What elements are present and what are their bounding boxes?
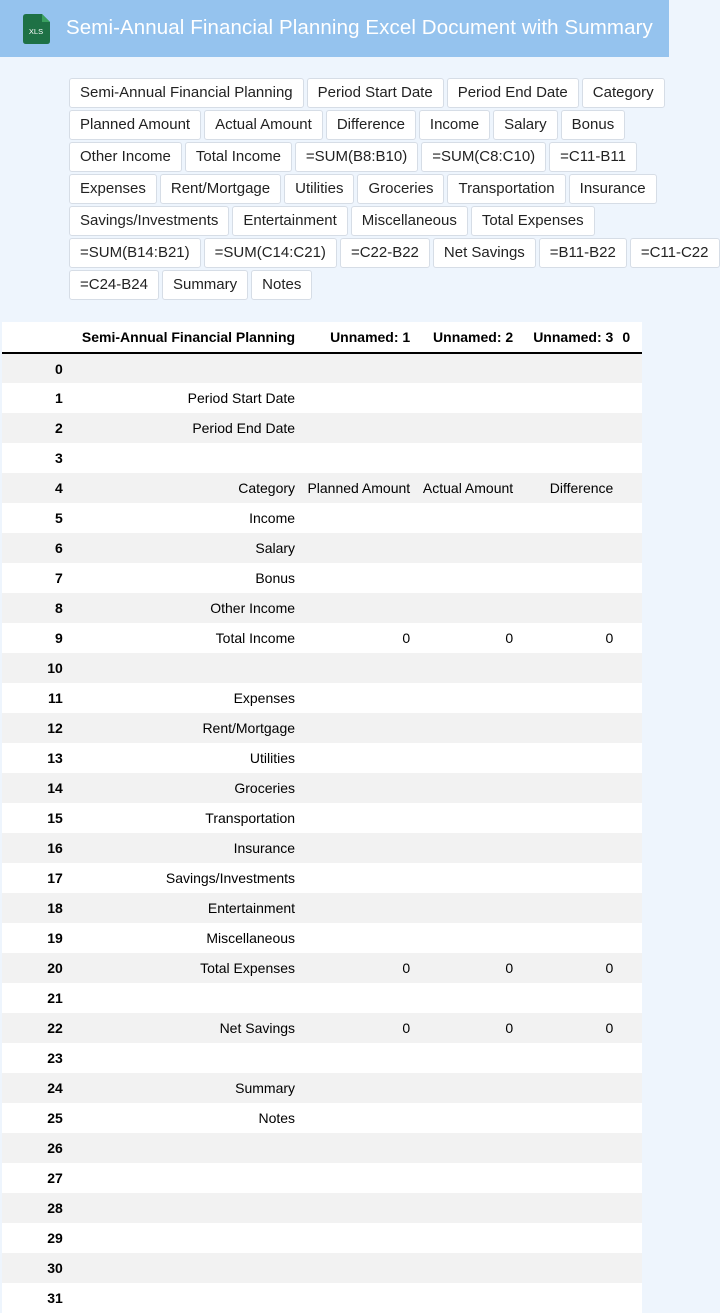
table-row bbox=[2, 1043, 642, 1073]
document-header bbox=[0, 0, 669, 57]
table-cell[interactable] bbox=[517, 1103, 617, 1133]
cell-chip[interactable]: Other Income bbox=[69, 142, 182, 172]
table-row bbox=[2, 653, 642, 683]
table-cell[interactable] bbox=[67, 353, 300, 383]
table-cell[interactable] bbox=[414, 1283, 517, 1313]
cell-chip[interactable]: =SUM(B14:B21) bbox=[69, 238, 201, 268]
row-index: 26 bbox=[2, 1133, 67, 1163]
cell-chip[interactable]: =SUM(B8:B10) bbox=[295, 142, 418, 172]
table-row bbox=[2, 1283, 642, 1313]
table-cell[interactable] bbox=[67, 983, 300, 1013]
table-cell[interactable] bbox=[300, 383, 414, 413]
table-row bbox=[2, 413, 642, 443]
row-index: 22 bbox=[2, 1013, 67, 1043]
cell-chip[interactable]: Actual Amount bbox=[204, 110, 323, 140]
table-cell[interactable] bbox=[300, 1193, 414, 1223]
table-cell[interactable] bbox=[517, 983, 617, 1013]
table-cell[interactable] bbox=[414, 833, 517, 863]
table-cell[interactable] bbox=[517, 1163, 617, 1193]
row-index: 29 bbox=[2, 1223, 67, 1253]
table-row bbox=[2, 443, 642, 473]
table-cell[interactable]: Total Expenses bbox=[67, 953, 300, 983]
table-cell[interactable]: Miscellaneous bbox=[67, 923, 300, 953]
cell-chip[interactable]: Income bbox=[419, 110, 490, 140]
table-cell[interactable] bbox=[517, 1193, 617, 1223]
table-cell[interactable] bbox=[300, 833, 414, 863]
table-cell[interactable] bbox=[414, 1253, 517, 1283]
cell-chip[interactable]: =C22-B22 bbox=[340, 238, 430, 268]
table-cell[interactable]: Insurance bbox=[67, 833, 300, 863]
table-cell[interactable] bbox=[617, 923, 642, 953]
row-index: 13 bbox=[2, 743, 67, 773]
row-index: 31 bbox=[2, 1283, 67, 1313]
table-cell[interactable]: Rent/Mortgage bbox=[67, 713, 300, 743]
table-cell[interactable] bbox=[300, 1103, 414, 1133]
table-cell[interactable]: Savings/Investments bbox=[67, 863, 300, 893]
table-cell[interactable] bbox=[300, 413, 414, 443]
table-cell[interactable]: 0 bbox=[300, 1013, 414, 1043]
cell-chip[interactable]: Planned Amount bbox=[69, 110, 201, 140]
table-cell[interactable] bbox=[414, 1193, 517, 1223]
chip-row bbox=[69, 174, 702, 206]
table-cell[interactable]: Summary bbox=[67, 1073, 300, 1103]
table-row bbox=[2, 1223, 642, 1253]
table-cell[interactable] bbox=[617, 1283, 642, 1313]
table-cell[interactable] bbox=[300, 983, 414, 1013]
row-index: 5 bbox=[2, 503, 67, 533]
table-cell[interactable] bbox=[517, 533, 617, 563]
row-index: 19 bbox=[2, 923, 67, 953]
table-cell[interactable] bbox=[517, 503, 617, 533]
table-cell[interactable]: 0 bbox=[517, 953, 617, 983]
table-cell[interactable] bbox=[517, 1133, 617, 1163]
cell-chip[interactable]: =SUM(C8:C10) bbox=[421, 142, 546, 172]
table-cell[interactable] bbox=[617, 833, 642, 863]
table-cell[interactable] bbox=[300, 503, 414, 533]
table-cell[interactable] bbox=[300, 1133, 414, 1163]
table-cell[interactable] bbox=[617, 1253, 642, 1283]
table-cell[interactable] bbox=[414, 563, 517, 593]
table-row bbox=[2, 1193, 642, 1223]
table-cell[interactable] bbox=[300, 773, 414, 803]
table-cell[interactable] bbox=[414, 1223, 517, 1253]
table-cell[interactable] bbox=[517, 383, 617, 413]
table-cell[interactable] bbox=[414, 773, 517, 803]
cell-chip[interactable]: Miscellaneous bbox=[351, 206, 468, 236]
table-row bbox=[2, 713, 642, 743]
table-cell[interactable] bbox=[414, 533, 517, 563]
row-index: 14 bbox=[2, 773, 67, 803]
table-row bbox=[2, 743, 642, 773]
row-index: 11 bbox=[2, 683, 67, 713]
table-cell[interactable] bbox=[617, 773, 642, 803]
table-cell[interactable] bbox=[517, 653, 617, 683]
table-cell[interactable] bbox=[617, 383, 642, 413]
row-index: 8 bbox=[2, 593, 67, 623]
row-index: 24 bbox=[2, 1073, 67, 1103]
cell-chip[interactable]: Total Income bbox=[185, 142, 292, 172]
table-cell[interactable] bbox=[67, 443, 300, 473]
table-cell[interactable]: 0 bbox=[517, 1013, 617, 1043]
table-cell[interactable] bbox=[414, 683, 517, 713]
table-cell[interactable] bbox=[617, 563, 642, 593]
table-cell[interactable] bbox=[414, 863, 517, 893]
table-cell[interactable]: 0 bbox=[517, 623, 617, 653]
cell-chip[interactable]: Net Savings bbox=[433, 238, 536, 268]
table-cell[interactable] bbox=[517, 1253, 617, 1283]
table-cell[interactable] bbox=[300, 653, 414, 683]
cell-chip[interactable]: Expenses bbox=[69, 174, 157, 204]
table-cell[interactable] bbox=[300, 563, 414, 593]
table-cell[interactable] bbox=[617, 653, 642, 683]
table-cell[interactable] bbox=[517, 1283, 617, 1313]
cell-chip[interactable]: Semi-Annual Financial Planning bbox=[69, 78, 304, 108]
row-index: 2 bbox=[2, 413, 67, 443]
table-row bbox=[2, 533, 642, 563]
table-cell[interactable] bbox=[414, 653, 517, 683]
table-cell[interactable] bbox=[414, 503, 517, 533]
row-index: 17 bbox=[2, 863, 67, 893]
table-cell[interactable] bbox=[414, 803, 517, 833]
table-cell[interactable] bbox=[617, 443, 642, 473]
table-cell[interactable] bbox=[300, 353, 414, 383]
table-cell[interactable] bbox=[517, 683, 617, 713]
table-cell[interactable] bbox=[67, 1043, 300, 1073]
table-cell[interactable] bbox=[300, 593, 414, 623]
cell-chip[interactable]: Notes bbox=[251, 270, 312, 300]
table-cell[interactable] bbox=[617, 1103, 642, 1133]
table-cell[interactable] bbox=[517, 833, 617, 863]
cell-chip[interactable]: Groceries bbox=[357, 174, 444, 204]
table-cell[interactable] bbox=[517, 863, 617, 893]
table-cell[interactable] bbox=[517, 773, 617, 803]
table-cell[interactable]: Notes bbox=[67, 1103, 300, 1133]
row-index: 28 bbox=[2, 1193, 67, 1223]
table-cell[interactable] bbox=[517, 743, 617, 773]
table-cell[interactable] bbox=[617, 593, 642, 623]
table-cell[interactable]: 0 bbox=[300, 623, 414, 653]
table-cell[interactable] bbox=[617, 1043, 642, 1073]
cell-chip[interactable]: Entertainment bbox=[232, 206, 347, 236]
table-cell[interactable] bbox=[67, 653, 300, 683]
table-cell[interactable] bbox=[517, 893, 617, 923]
table-cell[interactable] bbox=[300, 443, 414, 473]
table-cell[interactable] bbox=[617, 1133, 642, 1163]
row-index: 18 bbox=[2, 893, 67, 923]
table-cell[interactable] bbox=[617, 1193, 642, 1223]
table-row bbox=[2, 923, 642, 953]
row-index: 21 bbox=[2, 983, 67, 1013]
table-cell[interactable]: 0 bbox=[414, 623, 517, 653]
table-cell[interactable] bbox=[67, 1253, 300, 1283]
table-cell[interactable] bbox=[300, 1223, 414, 1253]
table-cell[interactable]: 0 bbox=[414, 1013, 517, 1043]
table-cell[interactable]: Other Income bbox=[67, 593, 300, 623]
table-cell[interactable] bbox=[517, 923, 617, 953]
table-cell[interactable] bbox=[617, 983, 642, 1013]
table-cell[interactable] bbox=[300, 1043, 414, 1073]
table-cell[interactable]: Net Savings bbox=[67, 1013, 300, 1043]
table-cell[interactable] bbox=[414, 353, 517, 383]
cell-chip[interactable]: Savings/Investments bbox=[69, 206, 229, 236]
table-cell[interactable] bbox=[414, 383, 517, 413]
row-index: 7 bbox=[2, 563, 67, 593]
table-cell[interactable] bbox=[617, 473, 642, 503]
column-header[interactable]: 0 bbox=[617, 322, 642, 353]
table-cell[interactable] bbox=[300, 863, 414, 893]
table-row bbox=[2, 1103, 642, 1133]
table-cell[interactable] bbox=[617, 893, 642, 923]
cell-chip[interactable]: =C24-B24 bbox=[69, 270, 159, 300]
table-cell[interactable] bbox=[414, 923, 517, 953]
table-cell[interactable] bbox=[414, 1073, 517, 1103]
table-cell[interactable]: 0 bbox=[300, 953, 414, 983]
table-cell[interactable] bbox=[300, 1283, 414, 1313]
spreadsheet-table bbox=[47, 322, 643, 1313]
column-header[interactable]: Unnamed: 2 bbox=[414, 322, 517, 353]
table-cell[interactable] bbox=[617, 953, 642, 983]
row-index: 23 bbox=[2, 1043, 67, 1073]
table-cell[interactable] bbox=[617, 743, 642, 773]
table-cell[interactable] bbox=[300, 1253, 414, 1283]
table-row bbox=[2, 503, 642, 533]
table-cell[interactable] bbox=[517, 443, 617, 473]
table-cell[interactable]: Transportation bbox=[67, 803, 300, 833]
row-index: 6 bbox=[2, 533, 67, 563]
column-header[interactable]: Unnamed: 1 bbox=[300, 322, 414, 353]
cell-chip[interactable]: =C11-B11 bbox=[549, 142, 637, 172]
table-cell[interactable] bbox=[300, 1073, 414, 1103]
cell-chip[interactable]: Period Start Date bbox=[307, 78, 444, 108]
table-cell[interactable] bbox=[617, 353, 642, 383]
table-cell[interactable] bbox=[300, 1163, 414, 1193]
table-cell[interactable] bbox=[517, 803, 617, 833]
table-cell[interactable]: Bonus bbox=[67, 563, 300, 593]
row-index: 9 bbox=[2, 623, 67, 653]
table-cell[interactable] bbox=[617, 713, 642, 743]
table-cell[interactable] bbox=[414, 1043, 517, 1073]
table-cell[interactable]: Expenses bbox=[67, 683, 300, 713]
table-cell[interactable] bbox=[67, 1163, 300, 1193]
table-row bbox=[2, 1073, 642, 1103]
table-cell[interactable] bbox=[517, 1073, 617, 1103]
table-cell[interactable] bbox=[414, 1163, 517, 1193]
table-cell[interactable] bbox=[414, 443, 517, 473]
page-title: Semi-Annual Financial Planning Excel Document with Summary bbox=[66, 16, 653, 39]
table-cell[interactable] bbox=[517, 593, 617, 623]
chip-row bbox=[69, 142, 702, 174]
cell-chip[interactable]: Summary bbox=[162, 270, 248, 300]
table-row bbox=[2, 353, 642, 383]
table-cell[interactable] bbox=[67, 1223, 300, 1253]
table-cell[interactable] bbox=[617, 623, 642, 653]
table-row bbox=[2, 1163, 642, 1193]
column-header[interactable]: Semi-Annual Financial Planning bbox=[67, 322, 300, 353]
table-cell[interactable] bbox=[617, 533, 642, 563]
chip-row bbox=[69, 270, 702, 302]
table-cell[interactable]: Income bbox=[67, 503, 300, 533]
table-cell[interactable] bbox=[414, 983, 517, 1013]
table-row bbox=[2, 803, 642, 833]
table-cell[interactable] bbox=[67, 1133, 300, 1163]
row-index: 0 bbox=[2, 353, 67, 383]
cell-chip[interactable]: Total Expenses bbox=[471, 206, 595, 236]
cell-chip[interactable]: Difference bbox=[326, 110, 416, 140]
chip-row bbox=[69, 206, 702, 238]
table-cell[interactable]: Groceries bbox=[67, 773, 300, 803]
table-cell[interactable]: Total Income bbox=[67, 623, 300, 653]
index-header bbox=[2, 322, 67, 353]
row-index: 20 bbox=[2, 953, 67, 983]
table-cell[interactable]: Actual Amount bbox=[414, 473, 517, 503]
table-row bbox=[2, 833, 642, 863]
row-index: 12 bbox=[2, 713, 67, 743]
table-cell[interactable] bbox=[617, 1013, 642, 1043]
table-cell[interactable] bbox=[517, 713, 617, 743]
cell-chip[interactable]: Bonus bbox=[561, 110, 626, 140]
table-cell[interactable] bbox=[67, 1283, 300, 1313]
row-index: 15 bbox=[2, 803, 67, 833]
table-row bbox=[2, 563, 642, 593]
table-cell[interactable]: Salary bbox=[67, 533, 300, 563]
table-cell[interactable]: Planned Amount bbox=[300, 473, 414, 503]
cell-chip[interactable]: Insurance bbox=[569, 174, 657, 204]
table-cell[interactable] bbox=[300, 683, 414, 713]
table-cell[interactable] bbox=[67, 1193, 300, 1223]
row-index: 10 bbox=[2, 653, 67, 683]
table-row bbox=[2, 623, 642, 653]
table-cell[interactable] bbox=[414, 1133, 517, 1163]
cell-chip[interactable]: Period End Date bbox=[447, 78, 579, 108]
cell-value-chips bbox=[69, 78, 709, 302]
table-cell[interactable] bbox=[617, 1163, 642, 1193]
table-cell[interactable] bbox=[617, 803, 642, 833]
chip-row bbox=[69, 238, 709, 270]
table-cell[interactable] bbox=[517, 353, 617, 383]
row-index: 3 bbox=[2, 443, 67, 473]
cell-chip[interactable]: Utilities bbox=[284, 174, 354, 204]
row-index: 4 bbox=[2, 473, 67, 503]
table-cell[interactable] bbox=[617, 413, 642, 443]
xls-file-icon bbox=[23, 14, 50, 44]
cell-chip[interactable]: Rent/Mortgage bbox=[160, 174, 281, 204]
table-cell[interactable] bbox=[617, 1073, 642, 1103]
row-index: 30 bbox=[2, 1253, 67, 1283]
row-index: 16 bbox=[2, 833, 67, 863]
cell-chip[interactable]: Category bbox=[582, 78, 665, 108]
table-cell[interactable] bbox=[414, 413, 517, 443]
table-cell[interactable] bbox=[617, 1223, 642, 1253]
table-cell[interactable] bbox=[300, 743, 414, 773]
column-header[interactable]: Unnamed: 3 bbox=[517, 322, 617, 353]
cell-chip[interactable]: =B11-B22 bbox=[539, 238, 627, 268]
table-cell[interactable] bbox=[414, 893, 517, 923]
table-cell[interactable]: Period End Date bbox=[67, 413, 300, 443]
table-cell[interactable] bbox=[300, 893, 414, 923]
table-row bbox=[2, 953, 642, 983]
table-row bbox=[2, 773, 642, 803]
table-cell[interactable] bbox=[414, 713, 517, 743]
table-cell[interactable] bbox=[517, 1043, 617, 1073]
table-row bbox=[2, 983, 642, 1013]
table-row bbox=[2, 1253, 642, 1283]
xls-icon-label: XLS bbox=[28, 27, 44, 36]
table-header-row bbox=[2, 322, 642, 353]
table-cell[interactable] bbox=[617, 863, 642, 893]
table-cell[interactable] bbox=[300, 923, 414, 953]
table-row bbox=[2, 383, 642, 413]
table-cell[interactable] bbox=[617, 503, 642, 533]
table-cell[interactable] bbox=[617, 683, 642, 713]
table-row bbox=[2, 473, 642, 503]
table-cell[interactable]: Period Start Date bbox=[67, 383, 300, 413]
row-index: 1 bbox=[2, 383, 67, 413]
table-row bbox=[2, 1133, 642, 1163]
table-cell[interactable]: Utilities bbox=[67, 743, 300, 773]
cell-chip[interactable]: =SUM(C14:C21) bbox=[204, 238, 337, 268]
table-row bbox=[2, 893, 642, 923]
cell-chip[interactable]: Salary bbox=[493, 110, 558, 140]
table-cell[interactable] bbox=[414, 743, 517, 773]
table-cell[interactable] bbox=[300, 803, 414, 833]
chip-row bbox=[69, 110, 702, 142]
table-row bbox=[2, 1013, 642, 1043]
table-cell[interactable]: Category bbox=[67, 473, 300, 503]
table-cell[interactable] bbox=[517, 1223, 617, 1253]
table-row bbox=[2, 593, 642, 623]
table-cell[interactable] bbox=[517, 413, 617, 443]
table-cell[interactable] bbox=[300, 533, 414, 563]
table-row bbox=[2, 683, 642, 713]
row-index: 25 bbox=[2, 1103, 67, 1133]
table-cell[interactable] bbox=[517, 563, 617, 593]
table-cell[interactable]: Difference bbox=[517, 473, 617, 503]
table-cell[interactable] bbox=[414, 1103, 517, 1133]
cell-chip[interactable]: =C11-C22 bbox=[630, 238, 720, 268]
table-cell[interactable]: Entertainment bbox=[67, 893, 300, 923]
table-cell[interactable]: 0 bbox=[414, 953, 517, 983]
table-row bbox=[2, 863, 642, 893]
cell-chip[interactable]: Transportation bbox=[447, 174, 565, 204]
row-index: 27 bbox=[2, 1163, 67, 1193]
table-cell[interactable] bbox=[414, 593, 517, 623]
chip-row bbox=[69, 78, 702, 110]
table-cell[interactable] bbox=[300, 713, 414, 743]
